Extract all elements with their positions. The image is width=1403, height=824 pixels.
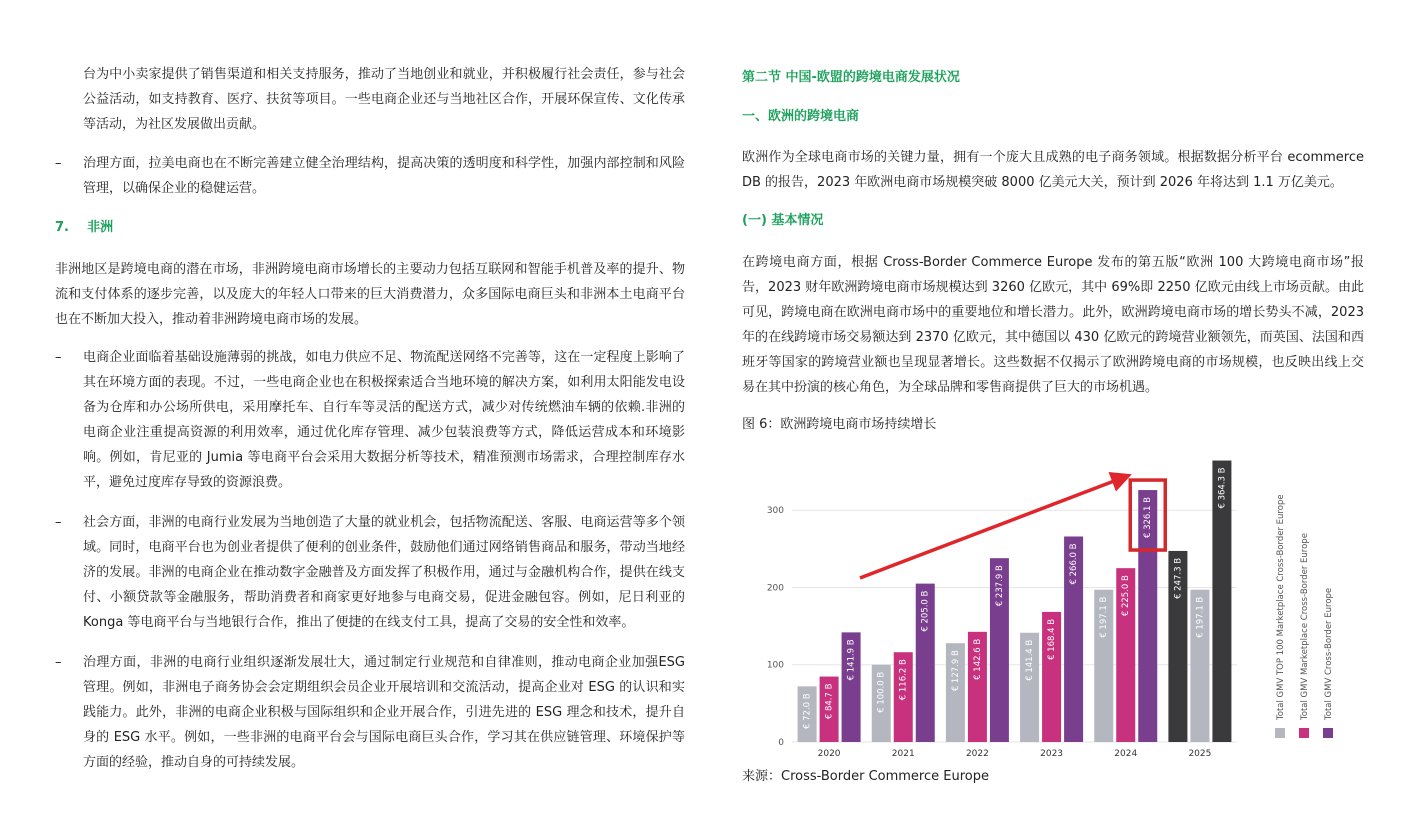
- subsection-title-basic: (一) 基本情况: [742, 213, 824, 228]
- section-title-china-eu: 第二节 中国-欧盟的跨境电商发展状况: [742, 70, 960, 85]
- bar-value-label: € 127.9 B: [950, 650, 961, 692]
- y-tick-label: 100: [766, 660, 784, 671]
- bar-value-label: € 266.0 B: [1069, 543, 1080, 585]
- bullet-dash: –: [55, 350, 62, 365]
- bar-value-label: € 141.4 B: [1025, 639, 1036, 681]
- chart-x-labels: [818, 749, 1212, 759]
- bar-value-label: € 326.1 B: [1143, 497, 1154, 539]
- bar-value-label: € 141.9 B: [846, 639, 857, 681]
- bar-value-label: € 72.0 B: [802, 693, 813, 729]
- chart-annotation: [860, 478, 1165, 578]
- paragraph-africa-intro: 非洲地区是跨境电商的潜在市场，非洲跨境电商市场增长的主要动力包括互联网和智能手机普及率的提升、物流和支付体系的逐步完善，以及庞大的年轻人口带来的巨大消费潜力，众多国际电商巨头和非洲本土电商平台也在不断加大投入，推动着非洲跨境电商市场的发展。: [55, 262, 685, 327]
- figure-source: 来源：Cross-Border Commerce Europe: [742, 769, 989, 784]
- bullet-text: 治理方面，拉美电商也在不断完善建立健全治理结构，提高决策的透明度和科学性，加强内部控制和风险管理，以确保企业的稳健运营。: [83, 156, 685, 196]
- bar-value-label: € 237.9 B: [994, 565, 1005, 607]
- x-tick-label: 2025: [1188, 749, 1212, 759]
- bar-value-label: € 168.4 B: [1047, 618, 1058, 660]
- gmv-bar-chart: [742, 440, 1362, 770]
- legend-label: Total GMV Marketplace Cross-Border Europe: [1300, 533, 1310, 720]
- bullet-dash: –: [55, 515, 62, 530]
- paragraph-europe-intro: 欧洲作为全球电商市场的关键力量，拥有一个庞大且成熟的电子商务领域。根据数据分析平台 ecommerce DB 的报告，2023 年欧洲电商市场规模突破 8000 亿美元大关，预计到 2026 年将达到 1.1 万亿美元。: [742, 150, 1364, 190]
- x-tick-label: 2021: [891, 749, 915, 759]
- legend-label: Total GMV TOP 100 Marketplace Cross-Border Europe: [1276, 494, 1286, 720]
- bullet-dash: –: [55, 655, 62, 670]
- legend-swatch: [1299, 728, 1309, 738]
- bar-value-label: € 247.3 B: [1173, 557, 1184, 599]
- figure-caption: 图 6：欧洲跨境电商市场持续增长: [742, 417, 937, 432]
- subsection-title-europe: 一、欧洲的跨境电商: [742, 109, 860, 124]
- y-tick-label: 0: [778, 738, 784, 748]
- bar-value-label: € 197.1 B: [1099, 596, 1110, 638]
- bar-value-label: € 197.1 B: [1195, 596, 1206, 638]
- legend-swatch: [1323, 728, 1333, 738]
- bullet-social: [55, 510, 685, 635]
- bullet-governance-africa: [55, 650, 685, 775]
- bullet-dash: –: [55, 156, 62, 171]
- bullet-governance-latam: [55, 151, 685, 201]
- bullet-text: 电商企业面临着基础设施薄弱的挑战，如电力供应不足、物流配送网络不完善等，这在一定程度上影响了其在环境方面的表现。不过，一些电商企业也在积极探索适合当地环境的解决方案，如利用太阳能发电设备为仓库和办公场所供电，采用摩托车、自行车等灵活的配送方式，减少对传统燃油车辆的依赖.非洲的电商企业注重提高资源的利用效率，通过优化库存管理、减少包装浪费等方式，降低运营成本和环境影响。例如，肯尼亚的 Jumia 等电商平台会采用大数据分析等技术，精准预测市场需求，合理控制库存水平，避免过度库存导致的资源浪费。: [83, 350, 685, 490]
- section-title-africa: 7. 非洲: [55, 220, 114, 235]
- paragraph-social-latam: 台为中小卖家提供了销售渠道和相关支持服务，推动了当地创业和就业，并积极履行社会责任，参与社会公益活动，如支持教育、医疗、扶贫等项目。一些电商企业还与当地社区合作，开展环保宣传、文化传承等活动，为社区发展做出贡献。: [83, 67, 685, 132]
- x-tick-label: 2024: [1114, 749, 1138, 759]
- bar-value-label: € 205.0 B: [920, 590, 931, 632]
- y-tick-label: 200: [766, 583, 784, 594]
- legend-label: Total GMV Cross-Border Europe: [1324, 587, 1334, 720]
- chart-legend: [1275, 494, 1334, 738]
- paragraph-basic-situation: 在跨境电商方面，根据 Cross-Border Commerce Europe 发布的第五版“欧洲 100 大跨境电商市场”报告，2023 财年欧洲跨境电商市场规模达到 3260 亿欧元，其中 69%即 2250 亿欧元由线上市场贡献。由此可见，跨境电商在欧洲电商市场中的重要地位和增长潜力。此外，欧洲跨境电商市场的增长势头不减，2023 年的在线跨境市场交易额达到 2370 亿欧元，其中德国以 430 亿欧元的跨境营业额领先，而英国、法国和西班牙等国家的跨境营业额也呈现显著增长。这些数据不仅揭示了欧洲跨境电商的市场规模，也反映出线上交易在其中扮演的核心角色，为全球品牌和零售商提供了巨大的市场机遇。: [742, 255, 1364, 395]
- bar-value-label: € 142.6 B: [972, 638, 983, 680]
- bar-value-label: € 84.7 B: [824, 683, 835, 720]
- x-tick-label: 2020: [817, 749, 841, 759]
- bar-value-label: € 364.3 B: [1217, 467, 1228, 509]
- legend-swatch: [1275, 728, 1285, 738]
- bullet-text: 治理方面，非洲的电商行业组织逐渐发展壮大，通过制定行业规范和自律准则，推动电商企业加强ESG 管理。例如，非洲电子商务协会会定期组织会员企业开展培训和交流活动，提高企业对 ESG 的认识和实践能力。此外，非洲的电商企业积极与国际组织和企业开展合作，引进先进的 ESG 理念和技术，提升自身的 ESG 水平。例如，一些非洲的电商平台会与国际电商巨头合作，学习其在供应链管理、环境保护等方面的经验，推动自身的可持续发展。: [83, 655, 685, 770]
- bullet-text: 社会方面，非洲的电商行业发展为当地创造了大量的就业机会，包括物流配送、客服、电商运营等多个领域。同时，电商平台也为创业者提供了便利的创业条件，鼓励他们通过网络销售商品和服务，带动当地经济的发展。非洲的电商企业在推动数字金融普及方面发挥了积极作用，通过与金融机构合作，提供在线支付、小额贷款等金融服务，帮助消费者和商家更好地参与电商交易，促进金融包容。例如，尼日利亚的 Konga 等电商平台与当地银行合作，推出了便捷的在线支付工具，提高了交易的安全性和效率。: [83, 515, 685, 630]
- bullet-environment: [55, 345, 685, 495]
- chart-y-labels: [767, 506, 784, 748]
- bar-value-label: € 225.0 B: [1121, 575, 1132, 617]
- y-tick-label: 300: [766, 506, 784, 517]
- x-tick-label: 2022: [965, 749, 989, 759]
- bar-value-label: € 116.2 B: [898, 659, 909, 701]
- x-tick-label: 2023: [1040, 749, 1064, 759]
- bar-value-label: € 100.0 B: [876, 671, 887, 713]
